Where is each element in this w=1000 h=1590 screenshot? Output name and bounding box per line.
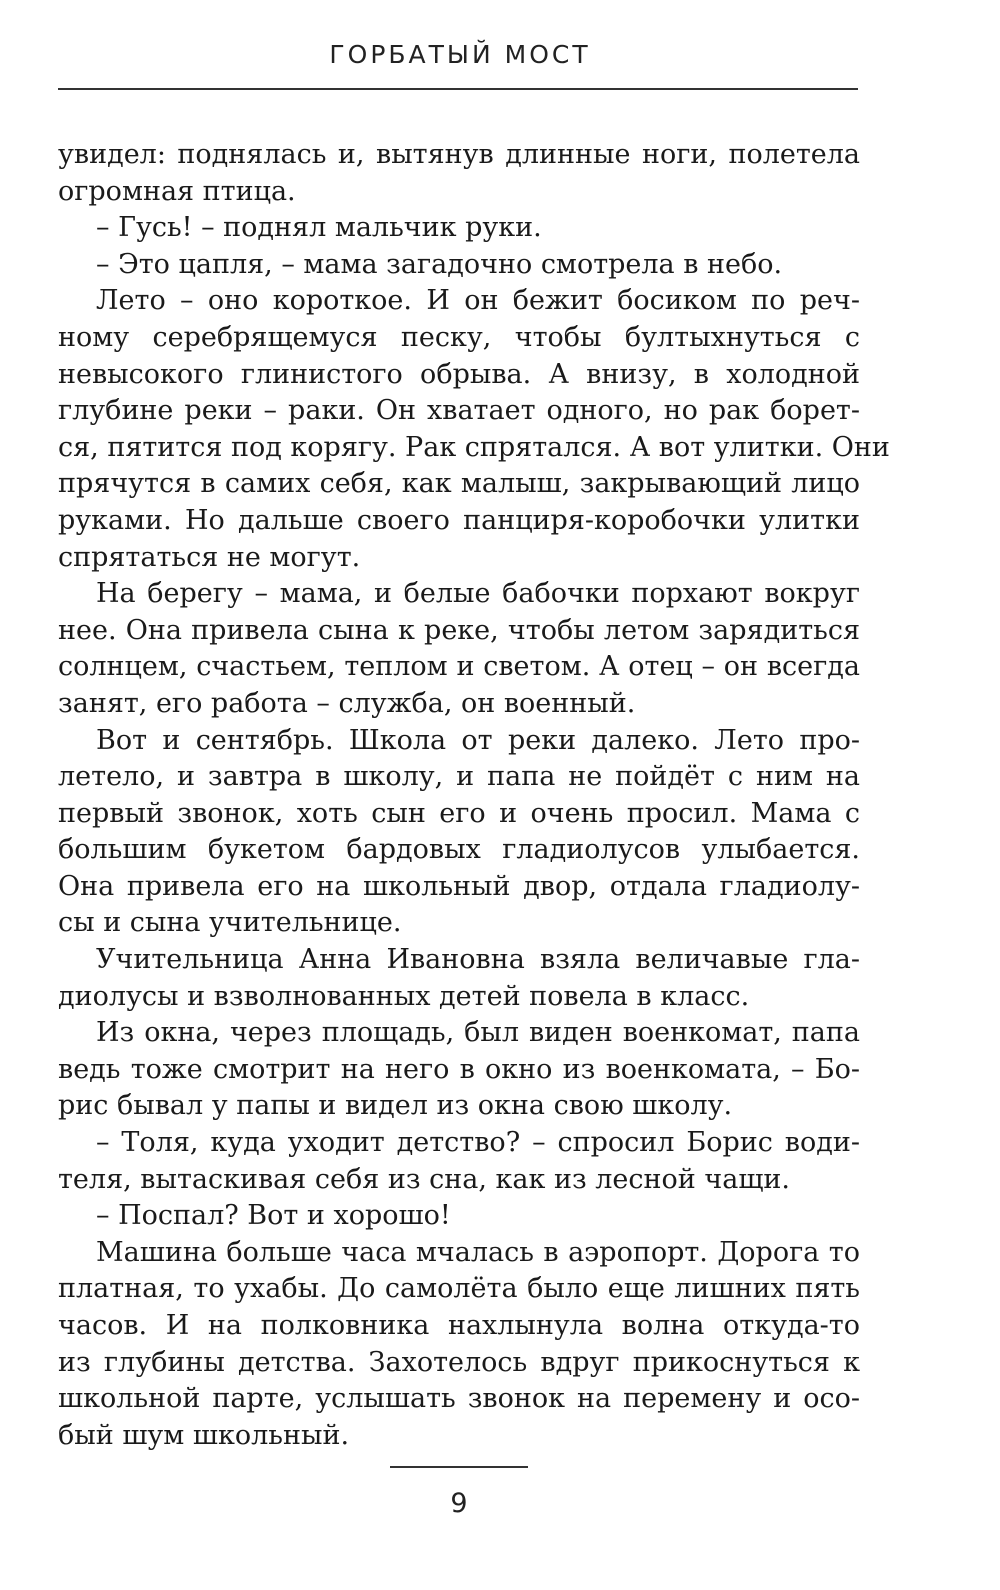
text-line: Машина больше часа мчалась в аэропорт. Дорога то (96, 1236, 860, 1268)
text-line: первый звонок, хоть сын его и очень просил. Мама с (58, 797, 860, 829)
text-line: школьной парте, услышать звонок на перемену и осо- (58, 1383, 860, 1415)
text-line: часов. И на полковника нахлынула волна откуда-то (58, 1310, 860, 1341)
text-line: – Это цапля, – мама загадочно смотрела в небо. (96, 248, 783, 280)
text-line: ному серебрящемуся песку, чтобы бултыхнуться с (58, 321, 860, 353)
text-line: невысокого глинистого обрыва. А внизу, в холодной (58, 358, 860, 390)
text-line: спрятаться не могут. (58, 541, 361, 573)
running-head-title: ГОРБАТЫЙ МОСТ (329, 40, 591, 69)
text-line: бый шум школьный. (58, 1419, 350, 1451)
text-line: платная, то ухабы. До самолёта было еще лишних пять (58, 1273, 860, 1305)
footer-divider (390, 1466, 528, 1468)
text-line: – Толя, куда уходит детство? – спросил Борис води- (96, 1127, 860, 1159)
text-line: ведь тоже смотрит на него в окно из военкомата, – Бо- (58, 1053, 860, 1085)
page-body-text (58, 137, 890, 1454)
text-line: руками. Но дальше своего панциря-коробочки улитки (58, 504, 860, 536)
text-line: сы и сына учительнице. (58, 907, 402, 939)
text-line: Она привела его на школьный двор, отдала гладиолу- (58, 870, 860, 902)
text-line: Учительница Анна Ивановна взяла величавые гла- (96, 944, 860, 976)
text-line: занят, его работа – служба, он военный. (58, 687, 636, 719)
text-line: Вот и сентябрь. Школа от реки далеко. Лето про- (96, 724, 860, 756)
text-line: диолусы и взволнованных детей повела в класс. (58, 980, 750, 1012)
text-line: – Поспал? Вот и хорошо! (96, 1200, 451, 1232)
text-line: увидел: поднялась и, вытянув длинные ноги, полетела (58, 139, 860, 170)
text-line: солнцем, счастьем, теплом и светом. А отец – он всегда (58, 651, 860, 683)
text-line: летело, и завтра в школу, и папа не пойдёт с ним на (58, 761, 860, 793)
text-line: прячутся в самих себя, как малыш, закрывающий лицо (58, 468, 860, 500)
text-line: глубине реки – раки. Он хватает одного, но рак борет- (58, 395, 860, 427)
text-line: большим букетом бардовых гладиолусов улыбается. (58, 834, 860, 866)
text-line: теля, вытаскивая себя из сна, как из лесной чащи. (58, 1163, 790, 1195)
text-line: Лето – оно короткое. И он бежит босиком по реч- (96, 285, 860, 317)
text-line: – Гусь! – поднял мальчик руки. (96, 212, 542, 244)
text-line: рис бывал у папы и видел из окна свою школу. (58, 1090, 733, 1122)
text-line: огромная птица. (58, 175, 296, 207)
text-line: Из окна, через площадь, был виден военкомат, папа (96, 1017, 860, 1049)
text-line: ся, пятится под корягу. Рак спрятался. А вот улитки. Они (58, 431, 890, 463)
text-line: нее. Она привела сына к реке, чтобы летом зарядиться (58, 614, 860, 646)
text-line: На берегу – мама, и белые бабочки порхают вокруг (96, 578, 860, 610)
header-divider (58, 88, 858, 90)
page-number: 9 (450, 1488, 468, 1519)
text-line: из глубины детства. Захотелось вдруг прикоснуться к (58, 1346, 860, 1378)
